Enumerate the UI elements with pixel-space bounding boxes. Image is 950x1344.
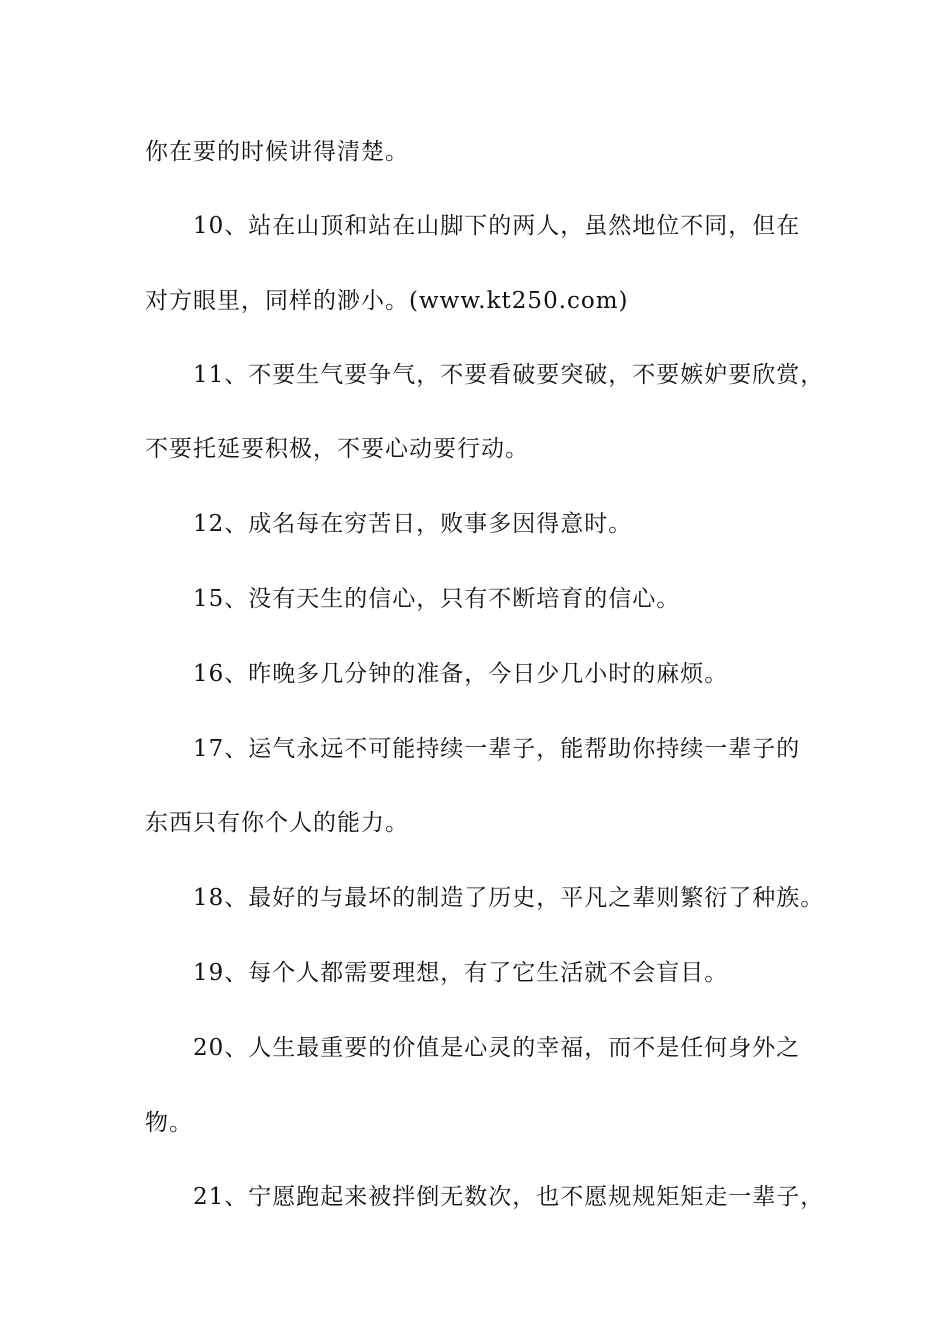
text-line xyxy=(145,429,950,469)
text-line xyxy=(145,132,950,172)
text-line-content: 19、每个人都需要理想，有了它生活就不会盲目。 xyxy=(193,960,729,986)
text-line xyxy=(193,654,950,694)
text-line-content: 物。 xyxy=(145,1110,193,1136)
text-line xyxy=(193,1177,950,1217)
text-line-content: 15、没有天生的信心，只有不断培育的信心。 xyxy=(193,586,681,612)
text-line-content: 12、成名每在穷苦日，败事多因得意时。 xyxy=(193,511,633,537)
text-line-content: 18、最好的与最坏的制造了历史，平凡之辈则繁衍了种族。 xyxy=(193,885,825,911)
text-line-content: 17、运气永远不可能持续一辈子，能帮助你持续一辈子的 xyxy=(193,736,801,762)
text-line-content: 不要托延要积极，不要心动要行动。 xyxy=(145,436,529,462)
text-line xyxy=(193,953,950,993)
text-line-content: 21、宁愿跑起来被拌倒无数次，也不愿规规矩矩走一辈子， xyxy=(193,1184,825,1210)
text-line-content: 东西只有你个人的能力。 xyxy=(145,810,409,836)
text-line xyxy=(193,729,950,769)
text-line-content: 16、昨晚多几分钟的准备，今日少几小时的麻烦。 xyxy=(193,661,729,687)
text-line xyxy=(145,1103,950,1143)
text-line-content: 11、不要生气要争气，不要看破要突破，不要嫉妒要欣赏， xyxy=(193,362,825,388)
text-line xyxy=(145,281,950,321)
text-line-content: 20、人生最重要的价值是心灵的幸福，而不是任何身外之 xyxy=(193,1035,801,1061)
text-line-content: 你在要的时候讲得清楚。 xyxy=(145,139,409,165)
text-line xyxy=(193,1028,950,1068)
text-line xyxy=(193,878,950,918)
text-line xyxy=(145,803,950,843)
text-line xyxy=(193,355,950,395)
text-line xyxy=(193,504,950,544)
text-line xyxy=(193,206,950,246)
text-line xyxy=(193,579,950,619)
text-line-content: 对方眼里，同样的渺小。(www.kt250.com) xyxy=(145,288,629,314)
text-line-content: 10、站在山顶和站在山脚下的两人，虽然地位不同，但在 xyxy=(193,213,801,239)
